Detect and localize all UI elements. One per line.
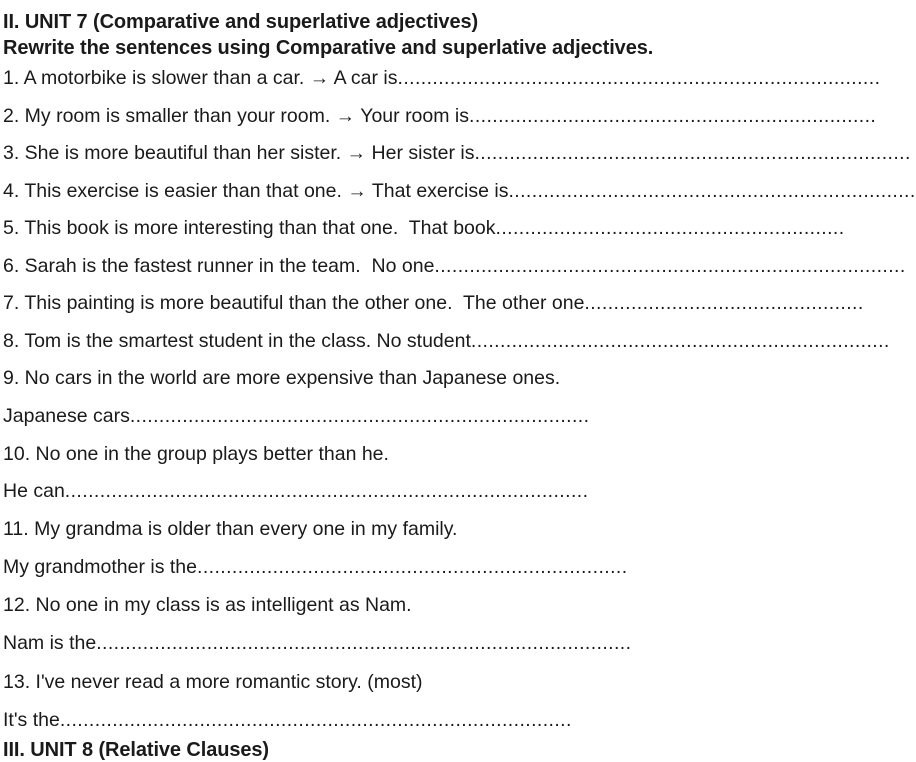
sentence: 9. No cars in the world are more expensive than Japanese ones. — [3, 367, 561, 389]
sentence: 13. I've never read a more romantic story. (most) — [3, 671, 423, 693]
exercise-line-5 — [3, 216, 848, 240]
answer-blank: ........................................................................................ — [59, 709, 572, 731]
answer-blank: ...................................................................... — [469, 105, 877, 127]
answer-line-12 — [3, 631, 848, 655]
sentence: 11. My grandma is older than every one in my family. — [3, 518, 458, 540]
exercise-line-11 — [3, 517, 848, 541]
exercise-line-3 — [3, 141, 911, 165]
exercise-line-4 — [3, 179, 916, 203]
answer-blank: ................................................................................... — [397, 67, 881, 89]
sentence: 2. My room is smaller than your room. → Your room is — [3, 105, 469, 127]
sentence: 12. No one in my class is as intelligent as Nam. — [3, 594, 412, 616]
answer-blank: ...................................................................... — [508, 180, 916, 202]
answer-line-10 — [3, 479, 848, 503]
section-title: II. UNIT 7 (Comparative and superlative adjectives) — [3, 11, 479, 33]
answer-blank: .......................................................................... — [197, 556, 628, 578]
answer-blank: ........................................................................ — [470, 330, 890, 352]
answer-prompt: He can — [3, 480, 65, 502]
sentence: 8. Tom is the smartest student in the class. No student — [3, 330, 471, 352]
exercise-line-2 — [3, 104, 877, 128]
answer-line-13 — [3, 708, 848, 732]
exercise-line-9 — [3, 366, 848, 390]
sentence: 4. This exercise is easier than that one. → That exercise is — [3, 180, 509, 202]
answer-blank: ........................................................................... — [474, 142, 911, 164]
exercise-line-13 — [3, 670, 848, 694]
sentence: 7. This painting is more beautiful than the other one. The other one — [3, 292, 585, 314]
answer-prompt: Nam is the — [3, 632, 97, 654]
answer-blank: ............................................................................................ — [96, 632, 632, 654]
answer-blank: ............................................................ — [495, 217, 845, 239]
sentence: 6. Sarah is the fastest runner in the team. No one — [3, 255, 435, 277]
exercise-line-6 — [3, 254, 906, 278]
sentence: 3. She is more beautiful than her sister. → Her sister is — [3, 142, 475, 164]
answer-prompt: Japanese cars — [3, 405, 130, 427]
exercise-line-10 — [3, 442, 848, 466]
sentence: 10. No one in the group plays better than he. — [3, 443, 389, 465]
answer-prompt: My grandmother is the — [3, 556, 198, 578]
worksheet — [3, 0, 916, 761]
answer-line-9 — [3, 404, 848, 428]
answer-prompt: It's the — [3, 709, 60, 731]
exercise-line-8 — [3, 329, 890, 353]
exercise-line-7 — [3, 291, 864, 315]
exercise-line-12 — [3, 593, 848, 617]
next-section-title: III. UNIT 8 (Relative Clauses) — [3, 739, 269, 761]
answer-blank: ............................................................................... — [129, 405, 590, 427]
answer-blank: .......................................................................................... — [64, 480, 589, 502]
exercise-line-1 — [3, 66, 881, 90]
sentence: 1. A motorbike is slower than a car. → A car is — [3, 67, 398, 89]
answer-line-11 — [3, 555, 848, 579]
answer-blank: ................................................ — [584, 292, 864, 314]
sentence: 5. This book is more interesting than that one. That book — [3, 217, 496, 239]
answer-blank: ................................................................................. — [434, 255, 906, 277]
instruction: Rewrite the sentences using Comparative and superlative adjectives. — [3, 37, 654, 59]
